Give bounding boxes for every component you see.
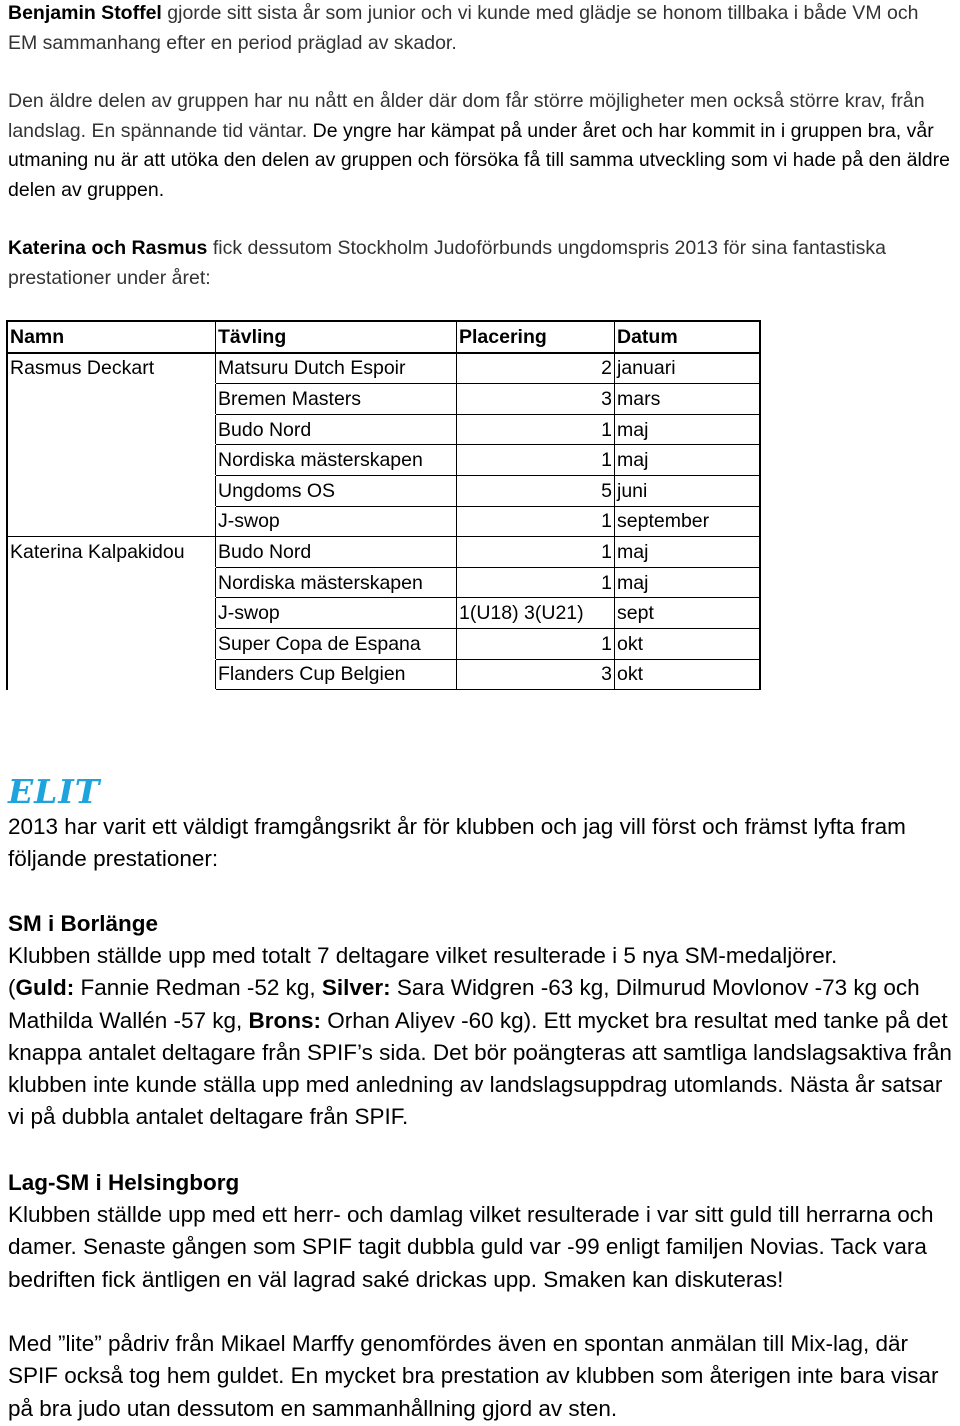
name-benjamin: Benjamin Stoffel <box>8 2 162 24</box>
table-row <box>7 659 760 690</box>
cell-placement: 1 <box>457 537 615 568</box>
table-row <box>7 567 760 598</box>
sm-title <box>8 908 953 940</box>
award-names: Katerina och Rasmus <box>8 237 208 259</box>
cell-placement: 1(U18) 3(U21) <box>457 598 615 629</box>
cell-date: september <box>615 506 761 537</box>
cell-placement: 1 <box>457 414 615 445</box>
table-row <box>7 628 760 659</box>
cell-event: Flanders Cup Belgien <box>216 659 457 690</box>
cell-name <box>7 506 216 537</box>
cell-event: Super Copa de Espana <box>216 628 457 659</box>
brons-text: Orhan Aliyev -60 kg). Ett mycket bra resultat med tanke på det knappa antalet deltagare från SPIF’s sida. Det bör poängteras att samtliga landslagsaktiva från klubben inte kunde ställa upp med anledning av landslagsuppdrag utomlands. Nästa år satsar vi på dubbla antalet deltagare från SPIF. <box>8 1007 952 1130</box>
cell-event: Nordiska mästerskapen <box>216 445 457 476</box>
cell-name <box>7 445 216 476</box>
cell-name <box>7 628 216 659</box>
header-date: Datum <box>615 321 761 353</box>
paragraph-benjamin-text: gjorde sitt sista år som junior och vi kunde med glädje se honom tillbaka i både VM och EM sammanhang efter en period präglad av skador. <box>8 2 919 54</box>
cell-date: maj <box>615 537 761 568</box>
cell-date: okt <box>615 628 761 659</box>
paragraph-group-text-b: De yngre har kämpat på under året och har kommit in i gruppen bra, vår utmaning nu är att utöka den delen av gruppen och försöka få till samma utveckling som vi hade på den äldre delen av gruppen. <box>8 119 950 201</box>
cell-name: Katerina Kalpakidou <box>7 537 216 568</box>
cell-placement: 1 <box>457 567 615 598</box>
cell-placement: 1 <box>457 506 615 537</box>
cell-name: Rasmus Deckart <box>7 353 216 384</box>
cell-event: J-swop <box>216 598 457 629</box>
paragraph-group-text-a: Den äldre delen av gruppen har nu nått en ålder där dom får större möjligheter men också större krav, från landslag. En spännande tid väntar. <box>8 90 925 142</box>
cell-date: juni <box>615 475 761 506</box>
lagsm-title-text: Lag-SM i Helsingborg <box>8 1170 240 1195</box>
header-name: Namn <box>7 321 216 353</box>
cell-event: Nordiska mästerskapen <box>216 567 457 598</box>
cell-placement: 3 <box>457 384 615 415</box>
sm-line1: Klubben ställde upp med totalt 7 deltagare vilket resulterade i 5 nya SM-medaljörer. <box>8 943 838 968</box>
cell-date: maj <box>615 414 761 445</box>
cell-date: januari <box>615 353 761 384</box>
table-row <box>7 353 760 384</box>
table-row <box>7 384 760 415</box>
table-row <box>7 414 760 445</box>
cell-placement: 1 <box>457 445 615 476</box>
cell-date: sept <box>615 598 761 629</box>
sm-open: ( <box>8 975 16 1001</box>
paragraph-award-text: fick dessutom Stockholm Judoförbunds ungdomspris 2013 för sina fantastiska prestationer under året: <box>8 237 886 289</box>
silver-text: Sara Widgren -63 kg, Dilmurud Movlonov -73 kg och Mathilda Wallén -57 kg, <box>8 975 920 1033</box>
brons-label: Brons: <box>248 1007 322 1033</box>
cell-date: maj <box>615 445 761 476</box>
lagsm-paragraph: Klubben ställde upp med ett herr- och damlag vilket resulterade i var sitt guld till herrarna och damer. Senaste gången som SPIF tagit dubbla guld var -99 enligt familjen Novias. Tack vara bedriften fick äntligen en väl lagrad saké drickas upp. Smaken kan diskuteras! <box>8 1202 934 1292</box>
cell-event: J-swop <box>216 506 457 537</box>
cell-placement: 1 <box>457 628 615 659</box>
cell-event: Matsuru Dutch Espoir <box>216 353 457 384</box>
cell-date: maj <box>615 567 761 598</box>
header-placement: Placering <box>457 321 615 353</box>
header-event: Tävling <box>216 321 457 353</box>
guld-text: Fannie Redman -52 kg, <box>74 975 322 1001</box>
cell-placement: 3 <box>457 659 615 690</box>
cell-name <box>7 384 216 415</box>
silver-label: Silver: <box>321 975 391 1001</box>
cell-event: Budo Nord <box>216 537 457 568</box>
cell-event: Budo Nord <box>216 414 457 445</box>
cell-name <box>7 598 216 629</box>
table-header-row <box>7 321 760 353</box>
paragraph-benjamin <box>8 0 953 58</box>
cell-event: Ungdoms OS <box>216 475 457 506</box>
paragraph-award <box>8 234 953 293</box>
cell-placement: 2 <box>457 353 615 384</box>
guld-label: Guld: <box>15 975 75 1001</box>
results-table <box>6 320 761 690</box>
cell-name <box>7 414 216 445</box>
lagsm-title <box>8 1167 953 1199</box>
cell-name <box>7 567 216 598</box>
table-row <box>7 506 760 537</box>
paragraph-group <box>8 87 953 205</box>
sm-paragraph <box>8 940 953 1134</box>
table-row <box>7 537 760 568</box>
mix-paragraph: Med ”lite” pådriv från Mikael Marffy genomfördes även en spontan anmälan till Mix-lag, där SPIF också tog hem guldet. En mycket bra prestation av klubben som återigen inte bara visar på bra judo utan dessutom en sammanhållning gjord av sten. <box>8 1331 939 1421</box>
cell-placement: 5 <box>457 475 615 506</box>
table-row <box>7 475 760 506</box>
cell-date: mars <box>615 384 761 415</box>
sm-title-text: SM i Borlänge <box>8 911 159 936</box>
elit-intro: 2013 har varit ett väldigt framgångsrikt år för klubben och jag vill först och främst lyfta fram följande prestationer: <box>8 814 906 872</box>
table-row <box>7 598 760 629</box>
table-row <box>7 445 760 476</box>
cell-name <box>7 659 216 690</box>
cell-event: Bremen Masters <box>216 384 457 415</box>
elit-heading: ELIT <box>8 772 101 811</box>
cell-date: okt <box>615 659 761 690</box>
cell-name <box>7 475 216 506</box>
results-table-body <box>7 321 760 690</box>
